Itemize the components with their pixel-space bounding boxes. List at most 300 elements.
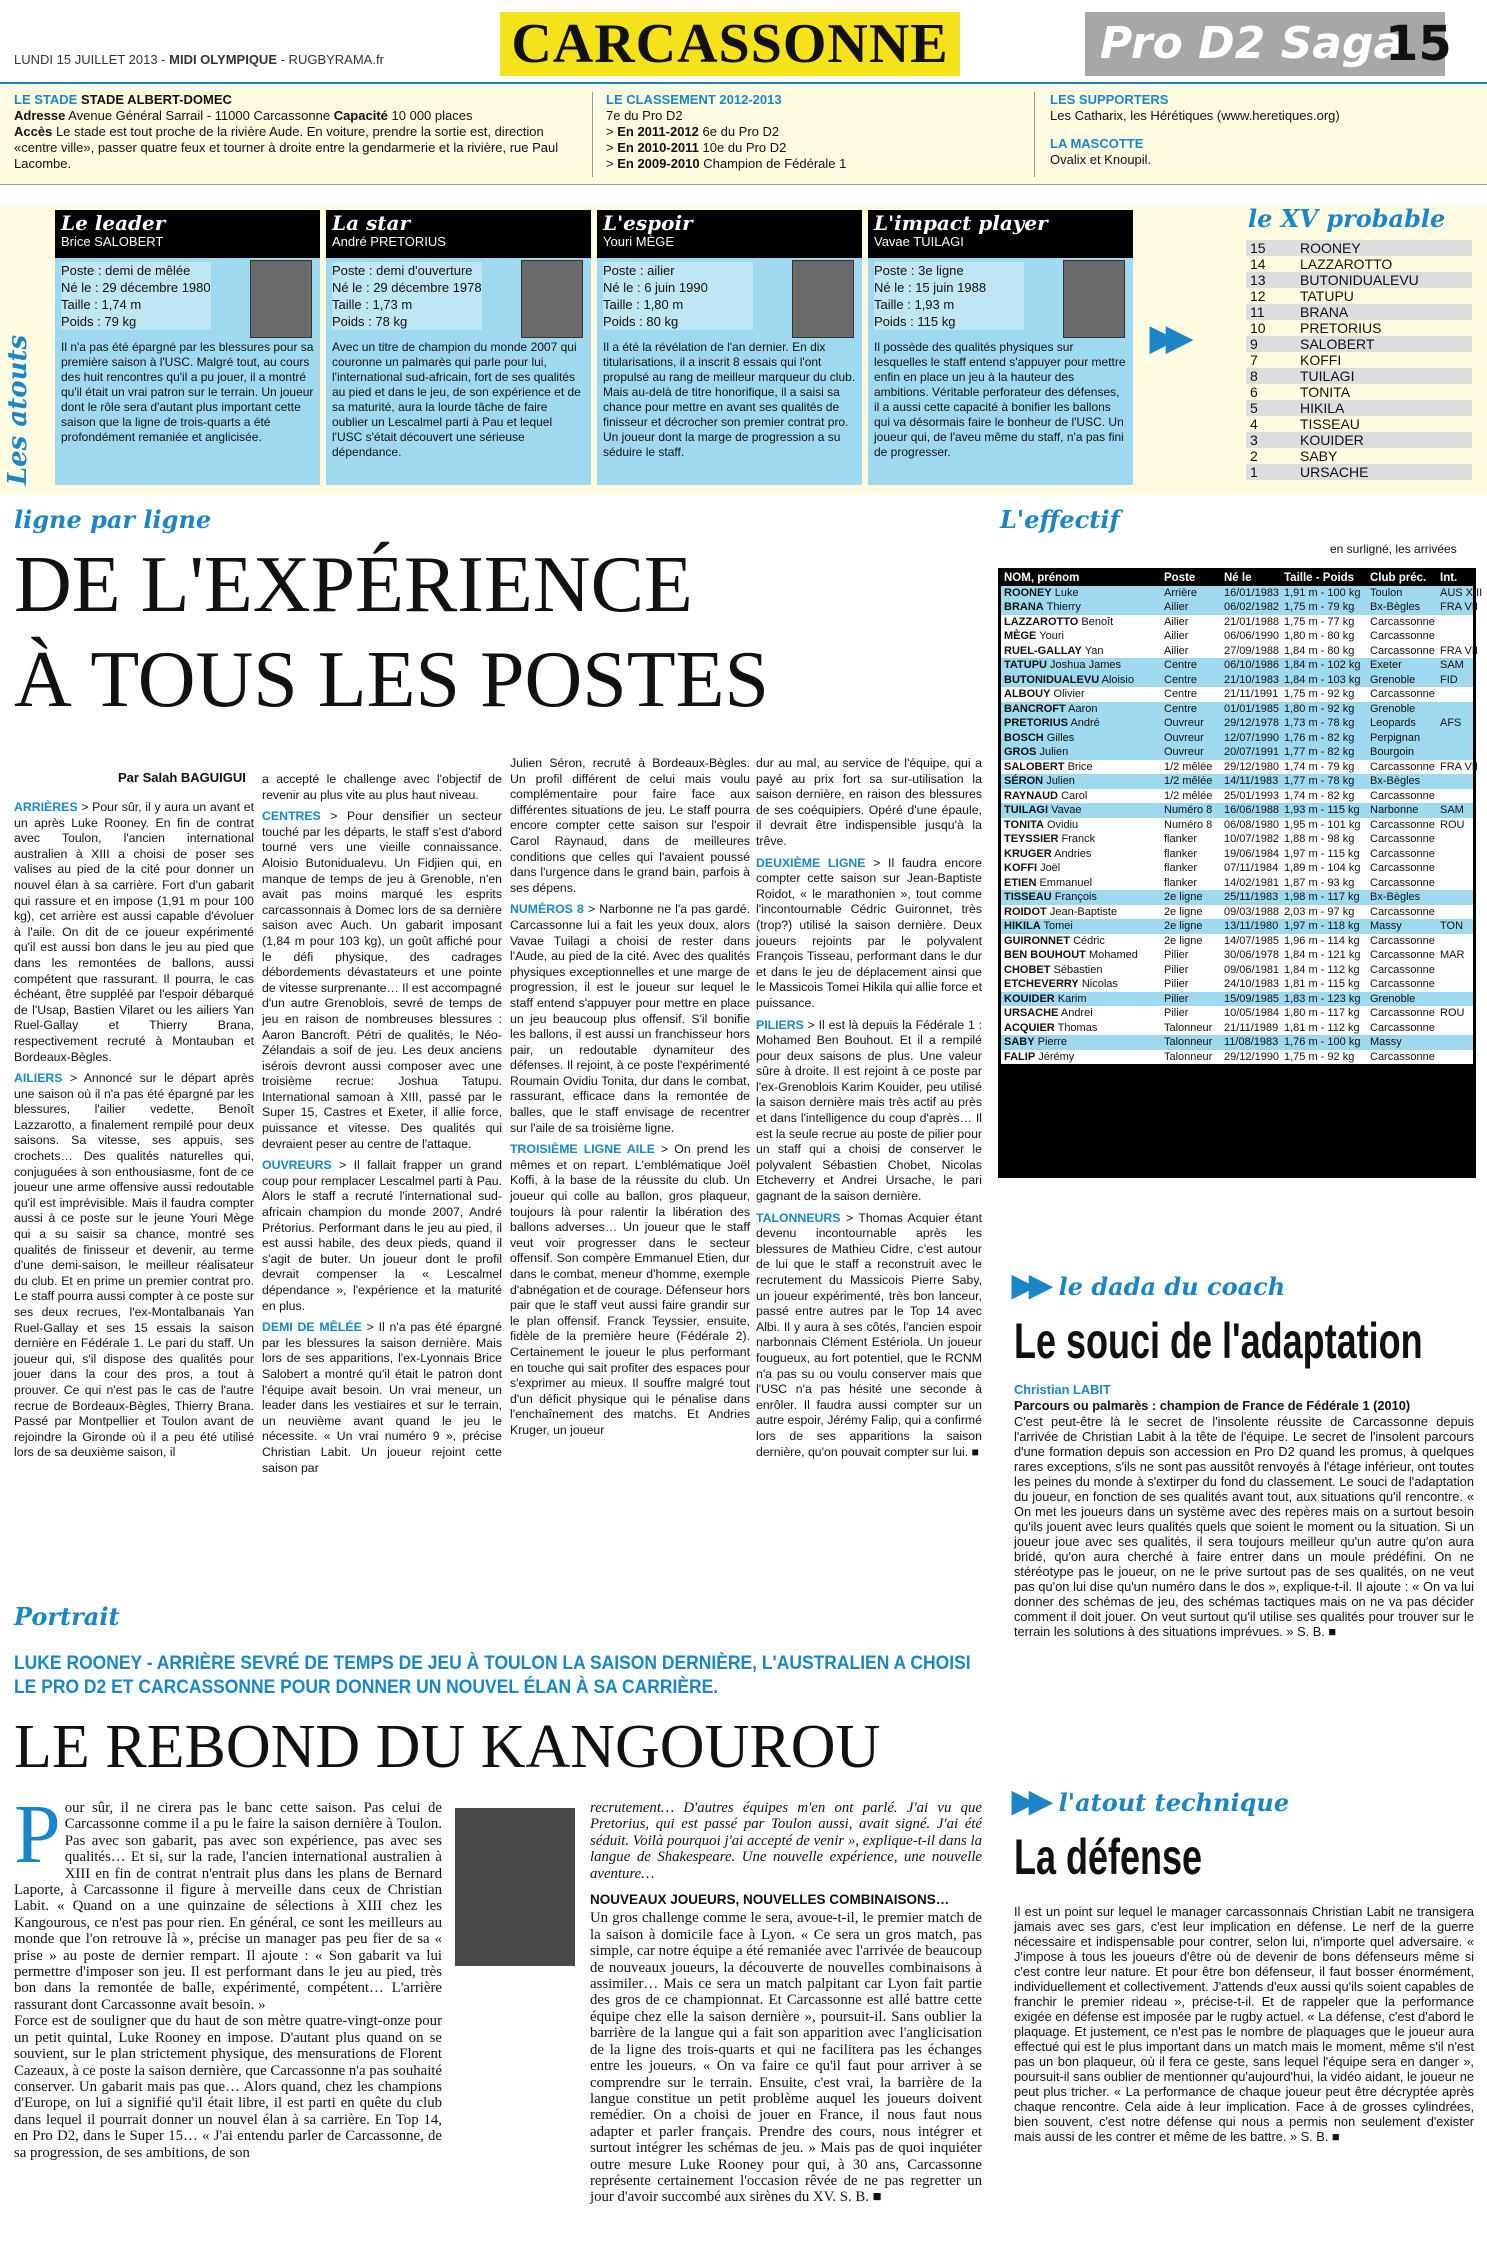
classement-item: > En 2010-2011 10e du Pro D2 [606, 140, 787, 155]
effectif-name-cell: RAYNAUD Carol [1001, 789, 1161, 804]
stade-info: LE STADE STADE ALBERT-DOMEC Adresse Avenue Général Sarrail - 11000 Carcassonne Capacité 10 000 places Accès Le stade est tout proche de la rivière Aude. En voiture, prendre la sortie est, direction «centre ville», passer quatre feux et tourner à droite entre la gendarmerie et la rivière, rue Paul Lacombe. [14, 92, 559, 171]
effectif-row [1001, 847, 1473, 862]
effectif-cell: 1,95 m - 101 kg [1281, 818, 1367, 833]
effectif-cell: 14/07/1985 [1221, 934, 1281, 949]
effectif-cell: flanker [1161, 876, 1221, 891]
effectif-name-cell: BEN BOUHOUT Mohamed [1001, 948, 1161, 963]
page-number: 15 [1385, 16, 1452, 72]
effectif-cell: 1,96 m - 114 kg [1281, 934, 1367, 949]
effectif-cell: 16/06/1988 [1221, 803, 1281, 818]
effectif-cell: 21/11/1989 [1221, 1021, 1281, 1036]
effectif-cell [1437, 847, 1473, 862]
section-title: Pro D2 Saga [1100, 18, 1404, 69]
effectif-cell: Carcassonne [1367, 905, 1437, 920]
effectif-cell: FRA VII [1437, 644, 1473, 659]
effectif-cell: Carcassonne [1367, 876, 1437, 891]
effectif-cell: 1,89 m - 104 kg [1281, 861, 1367, 876]
effectif-cell: Centre [1161, 673, 1221, 688]
effectif-cell: 1,84 m - 112 kg [1281, 963, 1367, 978]
dada-text: C'est peut-être là le secret de l'insolente réussite de Carcassonne depuis l'arrivée de Christian Labit à la tête de l'équipe. Le secret de l'insolent parcours d'une formation depuis son accession en Pro D2 quand les promus, à quelques rares exceptions, s'ils ne sont pas aussitôt renvoyés à l'étage inférieur, ont toutes les peines du monde à s'extirper du fond du classement. Le souci de l'adaptation du joueur, en fonction de ses qualités avant tout, aux situations qu'il rencontre. « On met les joueurs dans un système avec des repères mais on a surtout besoin qu'ils jouent avec leurs qualités quels que soient le moment ou la situation. Si un joueur joue avec ses qualités, il sera toujours meilleur qu'un autre qu'on aura bridé, qu'on aura cherché à faire entrer dans un moule prédéfini. On ne stéréotype pas le joueur, on ne le prive surtout pas de ses qualités, on ne veut pas qu'on lui dise qu'un numéro dans le dos », explique-t-il. Il ajoute : « On va lui donner des schémas de jeu, des schémas tactiques mais on ne va pas décider comment il doit jouer. On veut surtout qu'il utilise ses qualités pour trouver sur le terrain les solutions à des situations imprévues. » S. B. ■ [1014, 1414, 1474, 1639]
effectif-row [1001, 745, 1473, 760]
effectif-cell: 1,91 m - 100 kg [1281, 586, 1367, 601]
dada-name: Christian LABIT [1014, 1382, 1111, 1397]
effectif-cell: Ouvreur [1161, 731, 1221, 746]
card-leader: Le leader Brice SALOBERT Poste : demi de mêlée Né le : 29 décembre 1980 Taille : 1,74 m Poids : 79 kg Il n'a pas été épargné par les blessures pour sa première saison à l'USC. Malgré tout, au cours des huit rencontres qu'il a pu jouer, il a montré qu'il était un vrai patron sur le terrain. Un joueur dont le rôle sera d'autant plus important cette saison que la ligne de trois-quarts a été profondément remaniée et anglicisée. [55, 210, 320, 485]
effectif-cell: Bx-Bègles [1367, 890, 1437, 905]
effectif-cell [1437, 934, 1473, 949]
effectif-cell: Carcassonne [1367, 789, 1437, 804]
effectif-cell: 20/07/1991 [1221, 745, 1281, 760]
player-stats: Poste : ailier Né le : 6 juin 1990 Taille : 1,80 m Poids : 80 kg [603, 262, 753, 330]
effectif-cell: 1,74 m - 79 kg [1281, 760, 1367, 775]
effectif-cell: 25/11/1983 [1221, 890, 1281, 905]
effectif-row [1001, 687, 1473, 702]
effectif-cell: 1,80 m - 80 kg [1281, 629, 1367, 644]
effectif-cell: Ailier [1161, 644, 1221, 659]
effectif-cell: 09/03/1988 [1221, 905, 1281, 920]
effectif-cell [1437, 774, 1473, 789]
xv-row: 6 TONITA [1250, 384, 1351, 400]
effectif-cell: Leopards [1367, 716, 1437, 731]
effectif-cell: flanker [1161, 861, 1221, 876]
effectif-cell: 01/01/1985 [1221, 702, 1281, 717]
effectif-row [1001, 992, 1473, 1007]
main-title-1: DE L'EXPÉRIENCE [14, 541, 693, 629]
effectif-cell: Carcassonne [1367, 963, 1437, 978]
effectif-name-cell: URSACHE Andrei [1001, 1006, 1161, 1021]
effectif-cell [1437, 687, 1473, 702]
effectif-cell: Numéro 8 [1161, 818, 1221, 833]
effectif-row [1001, 716, 1473, 731]
effectif-cell: Carcassonne [1367, 861, 1437, 876]
effectif-name-cell: CHOBET Sébastien [1001, 963, 1161, 978]
effectif-cell: 1,75 m - 92 kg [1281, 1050, 1367, 1065]
effectif-cell: 15/09/1985 [1221, 992, 1281, 1007]
xv-row: 5 HIKILA [1246, 400, 1472, 416]
dada-palmares: Parcours ou palmarès : champion de France de Fédérale 1 (2010) [1014, 1398, 1411, 1413]
effectif-cell: FRA VII [1437, 600, 1473, 615]
effectif-cell: 13/11/1980 [1221, 919, 1281, 934]
supporters-info: LES SUPPORTERS Les Catharix, les Hérétiques (www.heretiques.org) LA MASCOTTE Ovalix et Knoupil. [1050, 92, 1340, 167]
effectif-cell: 14/02/1981 [1221, 876, 1281, 891]
effectif-cell: Bx-Bègles [1367, 774, 1437, 789]
effectif-cell: 06/02/1982 [1221, 600, 1281, 615]
effectif-cell [1437, 963, 1473, 978]
xv-row: 2 SABY [1250, 448, 1338, 464]
effectif-row [1001, 600, 1473, 615]
xv-row: 8 TUILAGI [1246, 368, 1472, 384]
effectif-cell: 07/11/1984 [1221, 861, 1281, 876]
effectif-cell: 06/06/1990 [1221, 629, 1281, 644]
effectif-cell: Carcassonne [1367, 615, 1437, 630]
effectif-name-cell: TEYSSIER Franck [1001, 832, 1161, 847]
xv-row: 11 BRANA [1246, 304, 1472, 320]
effectif-cell: Carcassonne [1367, 948, 1437, 963]
dada-kicker: ▶▶ le dada du coach [1012, 1269, 1286, 1302]
effectif-cell: 1,84 m - 102 kg [1281, 658, 1367, 673]
effectif-header-cell: Club préc. [1367, 571, 1437, 586]
masthead [0, 0, 1487, 82]
dropcap: P [14, 1788, 61, 1881]
player-photo [1063, 260, 1125, 338]
double-arrow-icon: ▶▶ [1150, 319, 1183, 357]
effectif-cell: 1,73 m - 78 kg [1281, 716, 1367, 731]
effectif-cell: Carcassonne [1367, 832, 1437, 847]
effectif-cell: 29/12/1990 [1221, 1050, 1281, 1065]
effectif-cell: flanker [1161, 832, 1221, 847]
xv-row: 13 BUTONIDUALEVU [1246, 272, 1472, 288]
effectif-name-cell: TISSEAU François [1001, 890, 1161, 905]
main-title-2: À TOUS LES POSTES [14, 636, 769, 724]
effectif-cell [1437, 1050, 1473, 1065]
card-star: La star André PRETORIUS Poste : demi d'ouverture Né le : 29 décembre 1978 Taille : 1,73 m Poids : 78 kg Avec un titre de champion du monde 2007 qui couronne un palmarès qui parle pour lui, l'international sud-africain, fort de ses qualités au pied et dans le jeu, de son expérience et de sa maturité, aura la lourde tâche de faire oublier un Lescalmel parti à Pau et lequel l'USC s'était découvert une sérieuse dépendance. [326, 210, 591, 485]
effectif-cell: 1,93 m - 115 kg [1281, 803, 1367, 818]
effectif-cell: ROU [1437, 818, 1473, 833]
effectif-cell [1437, 1021, 1473, 1036]
effectif-name-cell: BOSCH Gilles [1001, 731, 1161, 746]
dada-title: Le souci de l'adaptation [1014, 1313, 1423, 1369]
effectif-cell: Carcassonne [1367, 1021, 1437, 1036]
effectif-cell: Ailier [1161, 615, 1221, 630]
effectif-cell [1437, 745, 1473, 760]
effectif-cell [1437, 1035, 1473, 1050]
effectif-name-cell: TATUPU Joshua James [1001, 658, 1161, 673]
effectif-name-cell: LAZZAROTTO Benoît [1001, 615, 1161, 630]
xv-list [1246, 240, 1472, 480]
effectif-name-cell: SALOBERT Brice [1001, 760, 1161, 775]
effectif-cell: 12/07/1990 [1221, 731, 1281, 746]
effectif-cell: 1,76 m - 82 kg [1281, 731, 1367, 746]
effectif-cell: 21/01/1988 [1221, 615, 1281, 630]
effectif-row [1001, 760, 1473, 775]
xv-row: 9 SALOBERT [1246, 336, 1472, 352]
classement-item: > En 2011-2012 6e du Pro D2 [606, 124, 780, 139]
effectif-cell: Toulon [1367, 586, 1437, 601]
effectif-cell [1437, 861, 1473, 876]
player-stats: Poste : demi d'ouverture Né le : 29 décembre 1978 Taille : 1,73 m Poids : 78 kg [332, 263, 482, 329]
effectif-cell: Carcassonne [1367, 1050, 1437, 1065]
effectif-cell: 10/07/1982 [1221, 832, 1281, 847]
effectif-cell: 1,87 m - 93 kg [1281, 876, 1367, 891]
effectif-name-cell: MÈGE Youri [1001, 629, 1161, 644]
effectif-cell: 1,75 m - 77 kg [1281, 615, 1367, 630]
effectif-cell: Massy [1367, 1035, 1437, 1050]
effectif-cell: 21/11/1991 [1221, 687, 1281, 702]
effectif-cell: Pilier [1161, 992, 1221, 1007]
effectif-cell: 2e ligne [1161, 890, 1221, 905]
xv-row: 10 PRETORIUS [1250, 320, 1382, 336]
effectif-header-cell: Taille - Poids [1281, 571, 1367, 586]
classement-item: > En 2009-2010 Champion de Fédérale 1 [606, 156, 847, 171]
effectif-cell: 27/09/1988 [1221, 644, 1281, 659]
effectif-cell: flanker [1161, 847, 1221, 862]
effectif-cell: Grenoble [1367, 673, 1437, 688]
effectif-header-cell: Int. [1437, 571, 1473, 586]
effectif-cell: Pilier [1161, 1006, 1221, 1021]
effectif-row [1001, 832, 1473, 847]
player-photo [792, 260, 854, 338]
effectif-row [1001, 789, 1473, 804]
effectif-cell: Carcassonne [1367, 687, 1437, 702]
effectif-name-cell: ALBOUY Olivier [1001, 687, 1161, 702]
portrait-col-2: recrutement… D'autres équipes m'en ont parlé. J'ai vu que Pretorius, qui est passé par Toulon aussi, avait signé. J'ai été séduit. Voilà pourquoi j'ai accepté de venir », explique-t-il dans la langue de Shakespeare. Une nouvelle expérience, une nouvelle aventure… NOUVEAUX JOUEURS, NOUVELLES COMBINAISONS… Un gros challenge comme le sera, avoue-t-il, le premier match de la saison à domicile face à Lyon. « Ce sera un gros match, pas simple, car notre équipe a été remaniée avec l'arrivée de beaucoup de nouveaux joueurs, la découverte de nouvelles combinaisons à assimiler… Mais ce sera un match palpitant car Lyon fait partie des gros de ce championnat. Et Carcassonne est allé battre cette équipe chez elle la saison dernière », poursuit-il. Sans oublier la barrière de la langue qui a fait son apparition avec l'anglicisation de la ligne des trois-quarts et qui ne facilitera pas les échanges entre les joueurs. « On va faire ce qu'il faut pour arriver à se comprendre sur le terrain. Ensuite, c'est vrai, la barrière de la langue constitue un petit problème auquel les joueurs doivent remédier. On a choisi de jouer en France, il nous faut nous adapter et parler français. Prendre des cours, nous intégrer et surtout intégrer les schémas de jeu. » Mais pas de quoi inquiéter outre mesure Luke Rooney pour qui, à 30 ans, Carcassonne représente certainement l'occasion rêvée de ne pas regretter un jour d'avoir succombé aux sirènes du XV. S. B. ■ [590, 1800, 982, 2206]
effectif-cell: 1,81 m - 115 kg [1281, 977, 1367, 992]
effectif-cell: 25/01/1993 [1221, 789, 1281, 804]
article-col-2: a accepté le challenge avec l'objectif de revenir au plus vite au plus haut niveau. CENTRES > Pour densifier un secteur touché par les départs, le staff s'est d'abord tourné vers une vieille connaissance. Aloisio Butonidualevu. Un Fidjien qui, en manque de temps de jeu à Grenoble, n'en avait pas moins marqué les esprits carcassonnais à Domec lors de sa dernière saison avec Auch. Un gabarit imposant (1,84 m pour 103 kg), un goût affiché pour le défi physique, des cadrages débordements dévastateurs et une pointe de vitesse surprenante… Il est accompagné d'un autre Grenoblois, sevré de temps de jeu en raison de nombreuses blessures : Aaron Bancroft. Pétri de qualités, le Néo-Zélandais a soif de jeu. Les deux anciens isérois devront aussi composer avec une troisième recrue: Joshua Tatupu. International samoan à XIII, passé par le Super 15, Castres et Exeter, il allie force, puissance et vitesse. Des qualités qui devraient peser au centre de l'attaque. OUVREURS > Il fallait frapper un grand coup pour remplacer Lescalmel parti à Pau. Alors le staff a recruté l'international sud-africain champion du monde 2007, André Prétorius. Performant dans le jeu au pied, il est aussi habile, des deux pieds, quand il s'agit de buter. Un joueur dont le profil devrait compenser la « Lescalmel dépendance », l'expérience et la maturité en plus. DEMI DE MÊLÉE > Il n'a pas été épargné par les blessures la saison dernière. Mais lors de ses apparitions, l'ex-Lyonnais Brice Salobert a montré qu'il était le patron dont l'équipe avait besoin. Un vrai meneur, un leader dans les vestiaires et sur le terrain, un neuvième avant quand le jeu le nécessite. « Un vrai numéro 9 », précise Christian Labit. Un joueur rejoint cette saison par [262, 772, 503, 1475]
effectif-cell: 1,75 m - 79 kg [1281, 600, 1367, 615]
portrait-title: LE REBOND DU KANGOUROU [14, 1713, 881, 1781]
effectif-cell: Narbonne [1367, 803, 1437, 818]
effectif-cell: Pilier [1161, 948, 1221, 963]
effectif-cell: 21/10/1983 [1221, 673, 1281, 688]
xv-title: le XV probable [1248, 204, 1446, 233]
effectif-name-cell: ACQUIER Thomas [1001, 1021, 1161, 1036]
effectif-row [1001, 658, 1473, 673]
effectif-name-cell: KOUIDER Karim [1001, 992, 1161, 1007]
effectif-cell: AFS [1437, 716, 1473, 731]
effectif-cell [1437, 629, 1473, 644]
effectif-cell: 16/01/1983 [1221, 586, 1281, 601]
effectif-name-cell: BRANA Thierry [1001, 600, 1161, 615]
effectif-cell: Pilier [1161, 977, 1221, 992]
xv-row: 4 TISSEAU [1250, 416, 1360, 432]
effectif-cell: Bourgoin [1367, 745, 1437, 760]
effectif-panel [998, 568, 1483, 1178]
effectif-cell: Talonneur [1161, 1035, 1221, 1050]
effectif-name-cell: FALIP Jérémy [1001, 1050, 1161, 1065]
player-stats: Poste : demi de mêlée Né le : 29 décembre 1980 Taille : 1,74 m Poids : 79 kg [61, 263, 211, 329]
effectif-row [1001, 731, 1473, 746]
effectif-cell [1437, 832, 1473, 847]
effectif-name-cell: KRUGER Andries [1001, 847, 1161, 862]
atout-kicker: ▶▶ l'atout technique [1012, 1785, 1290, 1818]
effectif-header-cell: Poste [1161, 571, 1221, 586]
card-impact-player: L'impact player Vavae TUILAGI Poste : 3e ligne Né le : 15 juin 1988 Taille : 1,93 m Poids : 115 kg Il possède des qualités physiques sur lesquelles le staff entend s'appuyer pour mettre enfin en place un jeu à la hauteur des ambitions. Véritable perforateur des défenses, il a aussi cette capacité à bonifier les ballons qui va désormais faire le bonheur de l'USC. Un joueur qui, de l'aveu même du staff, n'a pas fini de progresser. [868, 210, 1133, 485]
effectif-row [1001, 905, 1473, 920]
effectif-cell: 1,97 m - 115 kg [1281, 847, 1367, 862]
effectif-cell: 11/08/1983 [1221, 1035, 1281, 1050]
effectif-cell: 2e ligne [1161, 934, 1221, 949]
effectif-cell: Centre [1161, 687, 1221, 702]
effectif-row [1001, 934, 1473, 949]
effectif-cell: 14/11/1983 [1221, 774, 1281, 789]
effectif-cell: 1/2 mêlée [1161, 760, 1221, 775]
main-kicker: ligne par ligne [14, 505, 212, 534]
double-arrow-icon: ▶▶ [1012, 1269, 1047, 1302]
effectif-cell: Ouvreur [1161, 745, 1221, 760]
card-espoir: L'espoir Youri MÈGE Poste : ailier Né le : 6 juin 1990 Taille : 1,80 m Poids : 80 kg Il a été la révélation de l'an dernier. En dix titularisations, il a inscrit 8 essais qui l'ont propulsé au rang de meilleur marqueur du club. Mais au-delà de titre honorifique, il a saisi sa chance pour mettre en avant ses qualités de finisseur et décrocher son premier contrat pro. Un joueur dont la marge de progression a su séduire le staff. [597, 210, 862, 485]
effectif-cell: 10/05/1984 [1221, 1006, 1281, 1021]
effectif-cell: FRA VII [1437, 760, 1473, 775]
effectif-table [1001, 571, 1483, 1064]
effectif-cell: Ouvreur [1161, 716, 1221, 731]
effectif-cell: 29/12/1978 [1221, 716, 1281, 731]
effectif-cell [1437, 876, 1473, 891]
effectif-title: L'effectif [1000, 505, 1120, 534]
effectif-cell: Arrière [1161, 586, 1221, 601]
atout-title: La défense [1014, 1829, 1203, 1885]
effectif-name-cell: HIKILA Tomei [1001, 919, 1161, 934]
effectif-cell: Centre [1161, 702, 1221, 717]
effectif-cell: Carcassonne [1367, 629, 1437, 644]
effectif-name-cell: SABY Pierre [1001, 1035, 1161, 1050]
portrait-subhead: LUKE ROONEY - ARRIÈRE SEVRÉ DE TEMPS DE JEU À TOULON LA SAISON DERNIÈRE, L'AUSTRALIEN A CHOISI LE PRO D2 ET CARCASSONNE POUR DONNER UN NOUVEL ÉLAN À SA CARRIÈRE. [14, 1653, 971, 1698]
effectif-name-cell: BANCROFT Aaron [1001, 702, 1161, 717]
effectif-cell [1437, 977, 1473, 992]
effectif-name-cell: SÉRON Julien [1001, 774, 1161, 789]
effectif-cell [1437, 905, 1473, 920]
effectif-name-cell: KOFFI Joël [1001, 861, 1161, 876]
effectif-cell: 1,77 m - 82 kg [1281, 745, 1367, 760]
effectif-cell: 30/06/1978 [1221, 948, 1281, 963]
effectif-cell: 1,88 m - 98 kg [1281, 832, 1367, 847]
effectif-cell: ROU [1437, 1006, 1473, 1021]
effectif-name-cell: TONITA Ovidiu [1001, 818, 1161, 833]
divider [592, 92, 593, 177]
byline: Par Salah BAGUIGUI [118, 770, 246, 785]
effectif-row [1001, 1035, 1473, 1050]
effectif-row [1001, 774, 1473, 789]
effectif-cell: 2e ligne [1161, 919, 1221, 934]
effectif-row [1001, 1006, 1473, 1021]
effectif-cell: 19/06/1984 [1221, 847, 1281, 862]
effectif-row [1001, 803, 1473, 818]
effectif-row [1001, 919, 1473, 934]
effectif-name-cell: PRETORIUS André [1001, 716, 1161, 731]
effectif-row [1001, 977, 1473, 992]
effectif-cell: 24/10/1983 [1221, 977, 1281, 992]
effectif-header-cell: NOM, prénom [1001, 571, 1161, 586]
effectif-name-cell: ETIEN Emmanuel [1001, 876, 1161, 891]
player-photo [455, 1808, 575, 1966]
effectif-cell: Carcassonne [1367, 760, 1437, 775]
effectif-cell: Ailier [1161, 629, 1221, 644]
player-stats: Poste : 3e ligne Né le : 15 juin 1988 Taille : 1,93 m Poids : 115 kg [874, 262, 1024, 330]
effectif-cell: Grenoble [1367, 702, 1437, 717]
effectif-row [1001, 644, 1473, 659]
date-line: LUNDI 15 JUILLET 2013 - MIDI OLYMPIQUE - RUGBYRAMA.fr [14, 52, 384, 67]
effectif-cell: 1,84 m - 121 kg [1281, 948, 1367, 963]
effectif-row [1001, 818, 1473, 833]
effectif-cell: 06/08/1980 [1221, 818, 1281, 833]
portrait-kicker: Portrait [14, 1602, 120, 1631]
effectif-row [1001, 615, 1473, 630]
effectif-cell: MAR [1437, 948, 1473, 963]
article-col-3: Julien Séron, recruté à Bordeaux-Bègles. Un profil différent de celui mais voulu complémentaire pour faire face aux différentes situations de jeu. Le staff pourra encore compter cette saison sur l'espoir Carol Raynaud, dans de meilleures conditions que celles qui l'avaient poussé dans l'urgence dans le grand bain, parfois à ses dépens. NUMÉROS 8 > Narbonne ne l'a pas gardé. Carcassonne lui a fait les yeux doux, alors Vavae Tuilagi a choisi de rester dans l'Aude, au pied de la cité. Avec des qualités physiques exceptionnelles et une marge de progression, il est le joueur sur lequel le staff entend s'appuyer pour mettre en place un jeu beaucoup plus offensif. S'il bonifie les ballons, il est aussi un franchisseur hors pair, un redoutable dynamiteur des défenses. Il rejoint, à ce poste l'expérimenté Roumain Ovidiu Tonita, dur dans le combat, rassurant, efficace dans la remontée de balles, que le staff envisage de recentrer sur l'aile de sa troisième ligne. TROISIÈME LIGNE AILE > On prend les mêmes et on repart. L'emblématique Joël Koffi, à la base de la réussite du club. Un joueur qui colle au ballon, gros plaqueur, toujours là pour ralentir la libération des ballons adverses… Un joueur que le staff veut voir progresser dans le secteur offensif. Son compère Emmanuel Etien, dur dans le combat, meneur d'homme, exemple d'abnégation et de courage. Défenseur hors pair que le staff veut aussi faire grandir sur le plan offensif. Franck Teyssier, ensuite, fidèle de la première heure (Fédérale 2). Certainement le joueur le plus performant en touche qui sait profiter des espaces pour s'exprimer au mieux. Il souffre malgré tout d'un déficit physique qui le pénalise dans l'enchaînement des matchs. Et Andries Kruger, un joueur [510, 756, 750, 1437]
effectif-cell: 1,83 m - 123 kg [1281, 992, 1367, 1007]
effectif-cell: TON [1437, 919, 1473, 934]
xv-row: 1 URSACHE [1246, 464, 1472, 480]
effectif-cell: 1,75 m - 92 kg [1281, 687, 1367, 702]
effectif-cell [1437, 731, 1473, 746]
effectif-cell: 1,76 m - 100 kg [1281, 1035, 1367, 1050]
effectif-row [1001, 629, 1473, 644]
effectif-cell [1437, 702, 1473, 717]
effectif-row [1001, 861, 1473, 876]
effectif-cell: Centre [1161, 658, 1221, 673]
effectif-cell [1437, 890, 1473, 905]
atout-text: Il est un point sur lequel le manager carcassonnais Christian Labit ne transigera jamais avec ses gars, c'est leur implication en défense. Le nerf de la guerre nécessaire et indispensable pour contrer, selon lui, n'importe quel adversaire. « J'impose à tous les joueurs d'être où de devenir de bons défenseurs même si c'est contre leur nature. Et pour être bon défenseur, il faut bosser énormément, individuellement et collectivement. J'attends d'eux aussi qu'ils soient capables de franchir le premier rideau », précise-t-il. Et de rappeler que la performance exigée en défense est imposée par le rugby actuel. « La défense, c'est d'abord le plaquage. Et justement, ce n'est pas le nombre de plaquages que le joueur aura effectué qui est le plus important dans un match mais le moment, même s'il n'est pas un bon plaqueur, où il fera ce geste, sans lequel l'équipe sera en danger », poursuit-il sans oublier de mentionner qu'aujourd'hui, la vidéo aidant, le joueur ne peut plus tricher. « La performance de chaque joueur peut être décryptée après chaque rencontre. Cela aide à leur implication. Face à de grosses cylindrées, bien souvent, c'est notre défense qui nous a permis non seulement d'exister mais aussi de les contrer et même de les battre. » S. B. ■ [1014, 1904, 1474, 2144]
effectif-header-cell: Né le [1221, 571, 1281, 586]
player-photo [521, 260, 583, 338]
effectif-cell: 1,97 m - 118 kg [1281, 919, 1367, 934]
xv-row: 12 TATUPU [1250, 288, 1354, 304]
effectif-cell: SAM [1437, 803, 1473, 818]
effectif-name-cell: RUEL-GALLAY Yan [1001, 644, 1161, 659]
effectif-cell: Bx-Bègles [1367, 600, 1437, 615]
effectif-cell: 1/2 mêlée [1161, 789, 1221, 804]
effectif-cell: 1,81 m - 112 kg [1281, 1021, 1367, 1036]
xv-row: 3 KOUIDER [1246, 432, 1472, 448]
effectif-cell: 1,77 m - 78 kg [1281, 774, 1367, 789]
effectif-cell: AUS XIII [1437, 586, 1473, 601]
effectif-cell: 09/06/1981 [1221, 963, 1281, 978]
effectif-name-cell: BUTONIDUALEVU Aloisio [1001, 673, 1161, 688]
effectif-name-cell: ROONEY Luke [1001, 586, 1161, 601]
effectif-name-cell: ROIDOT Jean-Baptiste [1001, 905, 1161, 920]
effectif-header-row [1001, 571, 1473, 586]
effectif-cell: Exeter [1367, 658, 1437, 673]
effectif-cell: 1,84 m - 103 kg [1281, 673, 1367, 688]
effectif-row [1001, 702, 1473, 717]
classement-info: LE CLASSEMENT 2012-2013 7e du Pro D2 > En 2011-2012 6e du Pro D2 > En 2010-2011 10e du Pro D2 > En 2009-2010 Champion de Fédérale 1 [606, 92, 986, 172]
xv-row: 14 LAZZAROTTO [1250, 256, 1393, 272]
effectif-cell: Perpignan [1367, 731, 1437, 746]
effectif-row [1001, 948, 1473, 963]
effectif-cell: 29/12/1980 [1221, 760, 1281, 775]
xv-row: 7 KOFFI [1250, 352, 1342, 368]
effectif-cell: 1,80 m - 92 kg [1281, 702, 1367, 717]
effectif-cell: Carcassonne [1367, 644, 1437, 659]
effectif-cell: 2e ligne [1161, 905, 1221, 920]
effectif-cell [1437, 615, 1473, 630]
effectif-row [1001, 1050, 1473, 1065]
article-col-1: ARRIÈRES > Pour sûr, il y aura un avant et un après Luke Rooney. En fin de contrat avec Toulon, l'ancien international australien à XIII a choisi de poser ses valises au pied de la cité pour donner un nouvel élan à sa carrière. Fort d'un gabarit qui rassure et en impose (1,91 m pour 100 kg), cet arrière est aussi capable d'évoluer à l'aile. On dit de ce joueur expérimenté qu'il est aussi bon dans le jeu au pied que dans les remontées de ballons, aussi compétent que rassurant. Il pourra, le cas échéant, être suppléé par l'espoir débarqué de l'Usap, Bastien Vilaret ou les ailiers Yan Ruel-Gallay et Thierry Brana, respectivement recruté à Montauban et Bordeaux-Bègles. AILIERS > Annoncé sur le départ après une saison où il n'a pas été épargné par les blessures, l'ailier vedette, Benoît Lazzarotto, a finalement rempilé pour deux saisons. Sa vitesse, ses appuis, ses crochets… Des qualités naturelles qui, conjuguées à son enthousiasme, font de ce joueur une arme offensive aussi redoutable qu'il est imprévisible. Mais il faudra compter aussi à ce poste sur le jeune Youri Mège qui a su saisir sa chance, montré ses qualités de finisseur et devenir, au terme d'une demi-saison, le meilleur réalisateur du club. Et en prime un premier contrat pro. Le staff pourra aussi compter à ce poste sur ses deux recrues, l'ex-Montalbanais Yan Ruel-Gallay et ses 15 essais la saison dernière en Fédérale 1. Le pari du staff. Un joueur qui, s'il dispose des qualités pour jouer dans la cour des pros, a tout à prouver. Ce qui n'est pas le cas de l'autre recrue de Bordeaux-Bègles, Thierry Brana. Passé par Montpellier et Toulon avant de rejoindre la Gironde où il a peu été utilisé lors de sa deuxième saison, il [14, 800, 254, 1460]
effectif-cell: Talonneur [1161, 1050, 1221, 1065]
effectif-cell [1437, 789, 1473, 804]
effectif-cell: Numéro 8 [1161, 803, 1221, 818]
effectif-cell: 1,80 m - 117 kg [1281, 1006, 1367, 1021]
effectif-cell: Carcassonne [1367, 1006, 1437, 1021]
effectif-name-cell: ETCHEVERRY Nicolas [1001, 977, 1161, 992]
effectif-cell: Pilier [1161, 963, 1221, 978]
effectif-row [1001, 890, 1473, 905]
effectif-cell: Carcassonne [1367, 847, 1437, 862]
effectif-cell: Carcassonne [1367, 934, 1437, 949]
effectif-cell: Carcassonne [1367, 818, 1437, 833]
effectif-cell [1437, 992, 1473, 1007]
effectif-cell: 06/10/1986 [1221, 658, 1281, 673]
effectif-row [1001, 673, 1473, 688]
effectif-name-cell: GUIRONNET Cédric [1001, 934, 1161, 949]
effectif-cell: FID [1437, 673, 1473, 688]
effectif-cell: 1,98 m - 117 kg [1281, 890, 1367, 905]
portrait-col-1: Pour sûr, il ne cirera pas le banc cette saison. Pas celui de Carcassonne comme il a pu le faire la saison dernière à Toulon. Pas avec son gabarit, pas avec son expérience, pas avec ses qualités… Et si, sur la rade, l'ancien international australien à XIII en fin de contrat n'entrait plus dans les plans de Bernard Laporte, à Carcassonne il figure à merveille dans ceux de Christian Labit. « Quand on a une quinzaine de sélections à XIII chez les Kangourous, ce n'est pas pour rien. En général, ce sont les meilleurs au monde que l'on retrouve là », précise un manager pas peu fier de sa « prise » au poste de dernier rempart. Il ajoute : « Son gabarit va lui permettre d'imposer son jeu. Il est performant dans le jeu au pied, très bon dans la remontée de balle, expérimenté, compétent… L'arrière rassurant dont Carcassonne avait besoin. » Force est de souligner que du haut de son mètre quatre-vingt-onze pour un petit quintal, Luke Rooney en impose. D'autant plus quand on se souvient, sur le plan strictement physique, des mensurations de Florent Cazeaux, à ce poste la saison dernière, que Carcassonne n'a pas souhaité conserver. Un gabarit mais pas que… Alors quand, chez les champions d'Europe, on lui a signifié qu'il était libre, il est parti en quête du club dans lequel il pourrait donner un nouvel élan à sa carrière. En Top 14, en Pro D2, dans le Super 15… « J'ai entendu parler de Carcassonne, de sa progression, de ses ambitions, de son [14, 1788, 442, 2161]
effectif-cell: Grenoble [1367, 992, 1437, 1007]
effectif-cell: SAM [1437, 658, 1473, 673]
effectif-cell: Massy [1367, 919, 1437, 934]
article-col-4: dur au mal, au service de l'équipe, qui a payé au prix fort sa sur-utilisation la saison dernière, en raison des blessures de ses coéquipiers. Opéré d'une épaule, il devrait être indispensible jusqu'à la trêve. DEUXIÈME LIGNE > Il faudra encore compter cette saison sur Jean-Baptiste Roidot, « le marathonien », tout comme l'incontournable Cédric Guironnet, très (trop?) utilisé la saison dernière. Deux joueurs rejoints par le polyvalent François Tisseau, performant dans le dur et dans le jeu de déplacement ainsi que le Massicois Tomei Hikila qui allie force et puissance. PILIERS > Il est là depuis la Fédérale 1 : Mohamed Ben Bouhout. Et il a rempilé pour deux saisons de plus. Une valeur sûre à droite. Il est rejoint à ce poste par l'ex-Grenoblois Karim Kouider, peu utilisé la saison dernière mais très actif au près et dans l'intelligence du coup d'après… Il est la seule recrue au poste de pilier pour un staff qui a choisi de conserver le polyvalent Sébastien Chobet, Nicolas Etcheverry et Andrei Ursache, le pari gagnant de la saison dernière. TALONNEURS > Thomas Acquier étant devenu incontournable après les blessures de Mathieu Cidre, c'est autour de lui que le staff a reconstruit avec le recrutement du Massicois Pierre Saby, un joueur expérimenté, très bon lanceur, passé entre autres par le Top 14 avec Albi. Il y aura à ses côtés, l'ancien espoir narbonnais Clément Estériola. Un joueur fougueux, au fort potentiel, que le RCNM n'a pas su ou voulu conserver mais que l'USC n'a pas hésité une seconde à enrôler. Il faudra aussi compter sur un autre espoir, Jérémy Falip, qui a confirmé lors de ses apparitions la saison dernière, qu'on pouvait compter sur lui. ■ [756, 756, 983, 1459]
effectif-note: en surligné, les arrivées [1330, 542, 1457, 556]
city-banner: CARCASSONNE [500, 12, 960, 76]
divider [1034, 92, 1035, 177]
effectif-cell: Ailier [1161, 600, 1221, 615]
effectif-name-cell: GROS Julien [1001, 745, 1161, 760]
player-photo [250, 260, 312, 338]
effectif-name-cell: TUILAGI Vavae [1001, 803, 1161, 818]
double-arrow-icon: ▶▶ [1012, 1785, 1047, 1818]
effectif-row [1001, 1021, 1473, 1036]
